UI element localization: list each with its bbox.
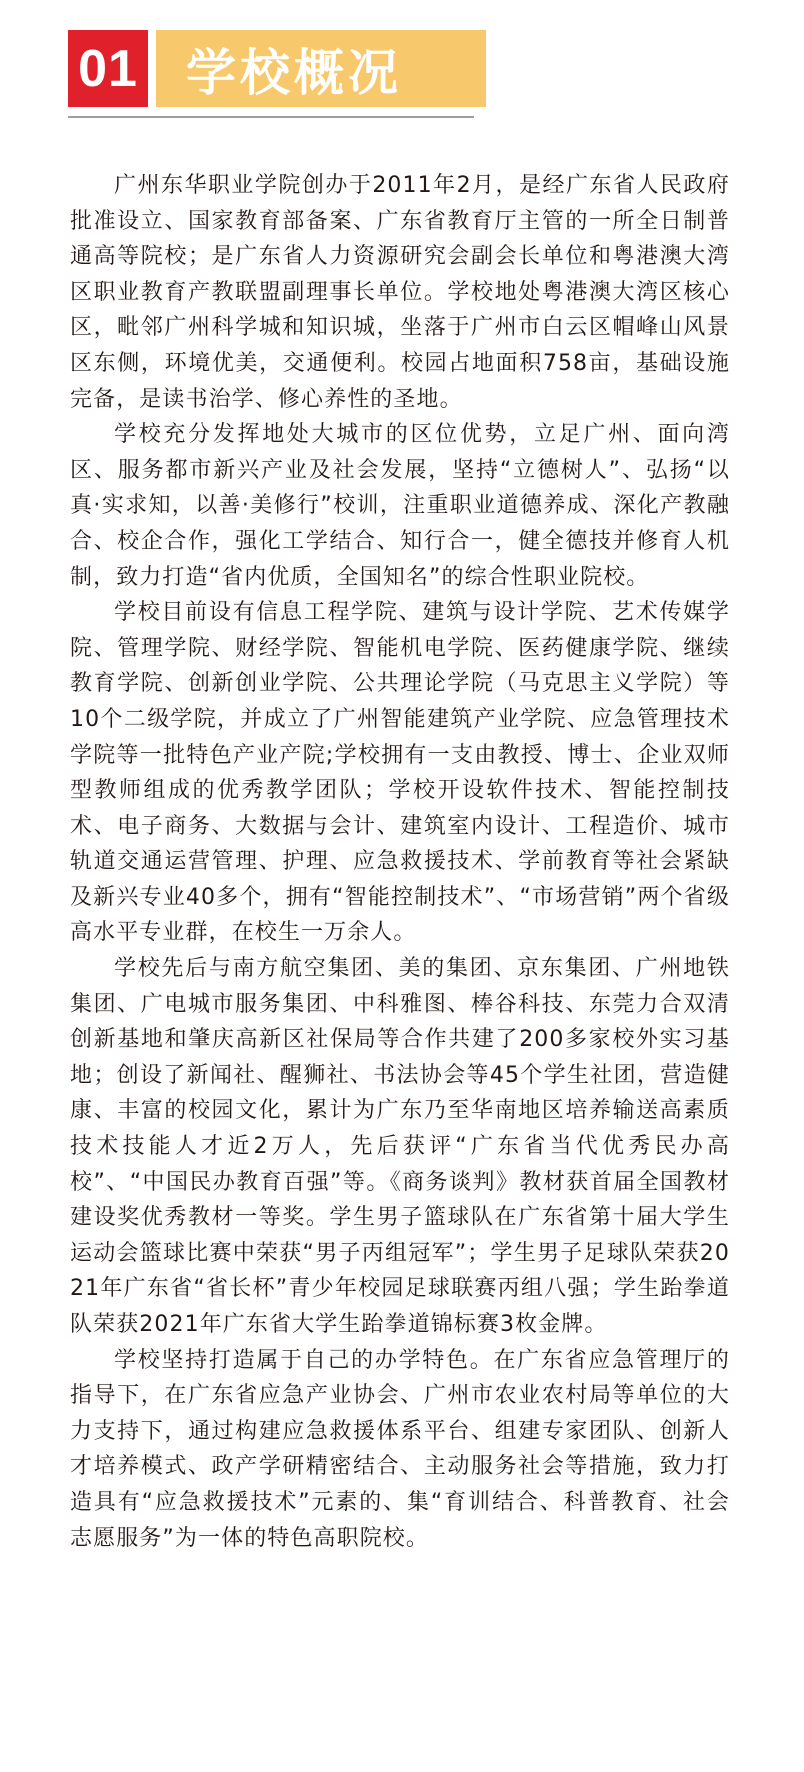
article-body <box>70 168 730 1556</box>
paragraph-partners: 学校先后与南方航空集团、美的集团、京东集团、广州地铁集团、广电城市服务集团、中科雅图、棒谷科技、东莞力合双清创新基地和肇庆高新区社保局等合作共建了200多家校外实习基地；创设了新闻社、醒狮社、书法协会等45个学生社团，营造健康、丰富的校园文化，累计为广东乃至华南地区培养输送高素质技术技能人才近2万人，先后获评“广东省当代优秀民办高校”、“中国民办教育百强”等。《商务谈判》教材获首届全国教材建设奖优秀教材一等奖。学生男子篮球队在广东省第十届大学生运动会篮球比赛中荣获“男子丙组冠军”；学生男子足球队荣获2021年广东省“省长杯”青少年校园足球联赛丙组八强；学生跆拳道队荣获2021年广东省大学生跆拳道锦标赛3枚金牌。 <box>70 956 730 1337</box>
section-header <box>68 30 486 107</box>
paragraph-overview: 广州东华职业学院创办于2011年2月，是经广东省人民政府批准设立、国家教育部备案、广东省教育厅主管的一所全日制普通高等院校；是广东省人力资源研究会副会长单位和粤港澳大湾区职业教育产教联盟副理事长单位。学校地处粤港澳大湾区核心区，毗邻广州科学城和知识城，坐落于广州市白云区帽峰山风景区东侧，环境优美，交通便利。校园占地面积758亩，基础设施完备，是读书治学、修心养性的圣地。 <box>70 173 730 412</box>
paragraph-features: 学校坚持打造属于自己的办学特色。在广东省应急管理厅的指导下，在广东省应急产业协会、广州市农业农村局等单位的大力支持下，通过构建应急救援体系平台、组建专家团队、创新人才培养模式、政产学研精密结合、主动服务社会等措施，致力打造具有“应急救援技术”元素的、集“育训结合、科普教育、社会志愿服务”为一体的特色高职院校。 <box>70 1347 730 1551</box>
header-underline <box>68 116 474 118</box>
paragraph-colleges: 学校目前设有信息工程学院、建筑与设计学院、艺术传媒学院、管理学院、财经学院、智能机电学院、医药健康学院、继续教育学院、创新创业学院、公共理论学院（马克思主义学院）等10个二级学院，并成立了广州智能建筑产业学院、应急管理技术学院等一批特色产业产院;学校拥有一支由教授、博士、企业双师型教师组成的优秀教学团队；学校开设软件技术、智能控制技术、电子商务、大数据与会计、建筑室内设计、工程造价、城市轨道交通运营管理、护理、应急救援技术、学前教育等社会紧缺及新兴专业40多个，拥有“智能控制技术”、“市场营销”两个省级高水平专业群，在校生一万余人。 <box>70 600 730 946</box>
section-title: 学校概况 <box>156 30 486 107</box>
section-number: 01 <box>68 30 148 107</box>
paragraph-mission: 学校充分发挥地处大城市的区位优势，立足广州、面向湾区、服务都市新兴产业及社会发展，坚持“立德树人”、弘扬“以真·实求知，以善·美修行”校训，注重职业道德养成、深化产教融合、校企合作，强化工学结合、知行合一，健全德技并修育人机制，致力打造“省内优质，全国知名”的综合性职业院校。 <box>70 422 730 590</box>
